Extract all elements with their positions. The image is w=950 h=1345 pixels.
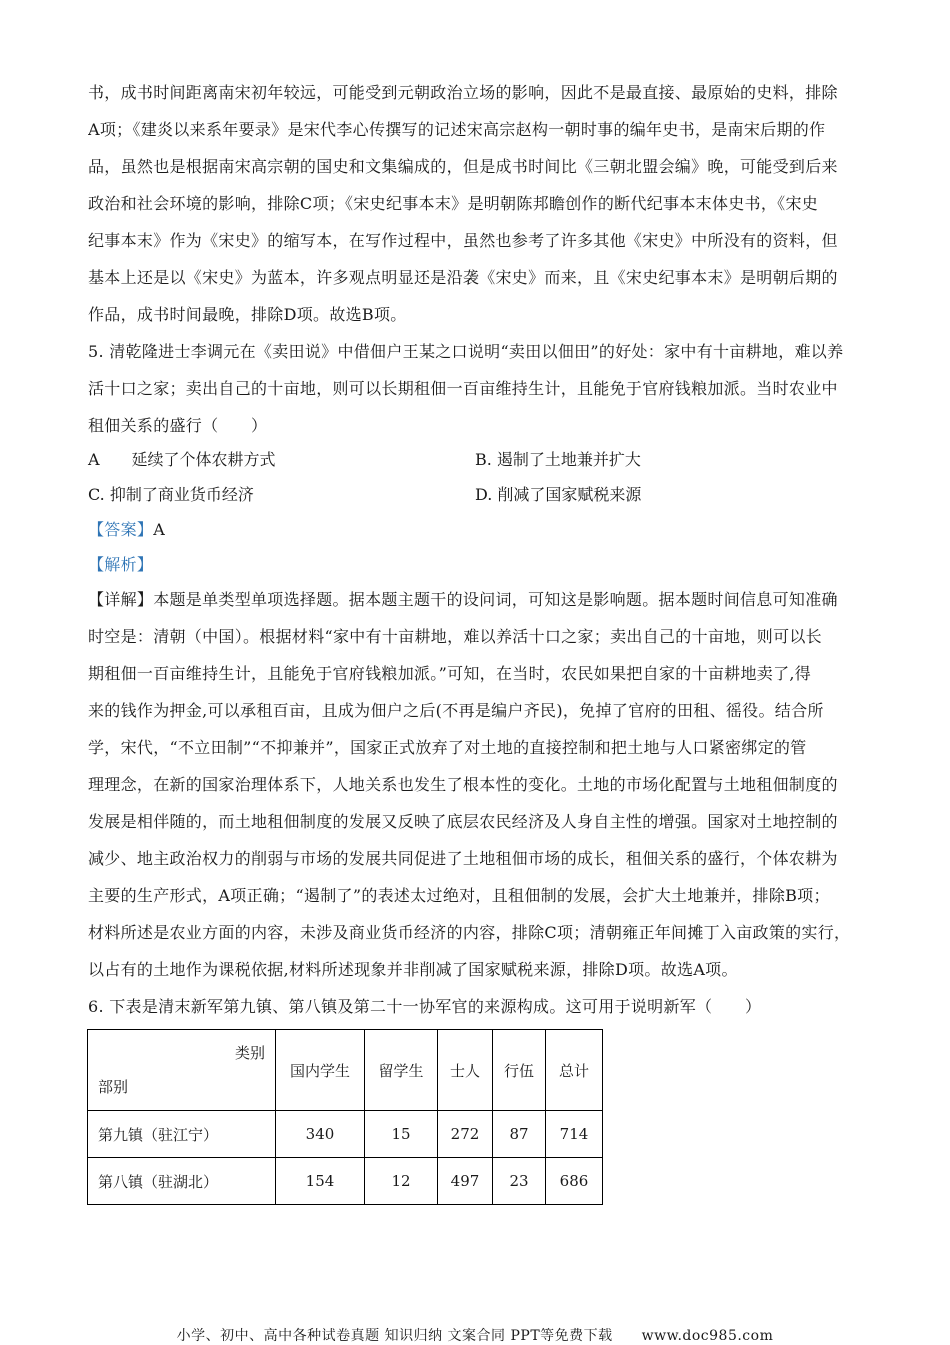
detail-line: 主要的生产形式，A项正确；“遏制了”的表述太过绝对，且租佃制的发展，会扩大土地兼并，排除B项； [88, 886, 830, 905]
table-cell: 154 [276, 1158, 365, 1205]
table-cell: 23 [493, 1158, 546, 1205]
detail-line: 时空是：清朝（中国）。根据材料“家中有十亩耕地，难以养活十口之家；卖出自己的十亩地，则可以长 [88, 627, 822, 646]
table-row [88, 1158, 603, 1205]
column-header: 国内学生 [276, 1030, 365, 1111]
paragraph-line: 基本上还是以《宋史》为蓝本，许多观点明显还是沿袭《宋史》而来，且《宋史纪事本末》是明朝后期的 [88, 268, 838, 287]
detail-line: 减少、地主政治权力的削弱与市场的发展共同促进了土地租佃市场的成长，租佃关系的盛行，个体农耕为 [88, 849, 838, 868]
paragraph-line: 书，成书时间距离南宋初年较远，可能受到元朝政治立场的影响，因此不是最直接、最原始的史料，排除 [88, 83, 838, 102]
table-cell: 686 [546, 1158, 603, 1205]
paragraph-line: 纪事本末》作为《宋史》的缩写本，在写作过程中，虽然也参考了许多其他《宋史》中所没有的资料，但 [88, 231, 838, 250]
column-header: 士人 [438, 1030, 493, 1111]
option-d: D. 削减了国家赋税来源 [475, 485, 642, 504]
answer-line [88, 520, 868, 540]
table-header-row [88, 1030, 603, 1111]
detail-line: 发展是相伴随的，而土地租佃制度的发展又反映了底层农民经济及人身自主性的增强。国家对土地控制的 [88, 812, 838, 831]
detail-tag: 【详解】 [88, 590, 154, 609]
detail-line [88, 590, 868, 610]
table-cell: 87 [493, 1111, 546, 1158]
detail-line: 材料所述是农业方面的内容，未涉及商业货币经济的内容，排除C项；清朝雍正年间摊丁入亩政策的实行， [88, 923, 851, 942]
question-6-stem: 6. 下表是清末新军第九镇、第八镇及第二十一协军官的来源构成。这可用于说明新军（ ） [88, 997, 762, 1016]
paragraph-line: 政治和社会环境的影响，排除C项；《宋史纪事本末》是明朝陈邦瞻创作的断代纪事本末体史书，《宋史 [88, 194, 819, 213]
table-cell: 340 [276, 1111, 365, 1158]
header-category: 类别 [234, 1044, 265, 1062]
analysis-tag: 【解析】 [88, 555, 154, 574]
column-header: 留学生 [365, 1030, 438, 1111]
option-b: B. 遏制了土地兼并扩大 [475, 450, 641, 469]
paragraph-line: A项；《建炎以来系年要录》是宋代李心传撰写的记述宋高宗赵构一朝时事的编年史书，是南宋后期的作 [88, 120, 826, 139]
table-cell: 12 [365, 1158, 438, 1205]
column-header: 行伍 [493, 1030, 546, 1111]
detail-line: 以占有的土地作为课税依据,材料所述现象并非削减了国家赋税来源，排除D项。故选A项。 [88, 960, 738, 979]
question-5-stem: 活十口之家；卖出自己的十亩地，则可以长期租佃一百亩维持生计，且能免于官府钱粮加派。当时农业中 [88, 379, 838, 398]
table-cell: 714 [546, 1111, 603, 1158]
paragraph-line: 品，虽然也是根据南宋高宗朝的国史和文集编成的，但是成书时间比《三朝北盟会编》晚，可能受到后来 [88, 157, 838, 176]
option-a: A 延续了个体农耕方式 [88, 450, 276, 469]
paragraph-line: 作品，成书时间最晚，排除D项。故选B项。 [88, 305, 407, 324]
header-department: 部别 [98, 1078, 129, 1096]
page-footer: 小学、初中、高中各种试卷真题 知识归纳 文案合同 PPT等免费下载 www.doc985.com [176, 1328, 774, 1344]
detail-line: 来的钱作为押金,可以承租百亩，且成为佃户之后(不再是编户齐民)，免掉了官府的田租、徭役。结合所 [88, 701, 824, 720]
column-header: 总计 [546, 1030, 603, 1111]
option-c: C. 抑制了商业货币经济 [88, 485, 254, 504]
row-unit: 第九镇（驻江宁） [88, 1111, 276, 1158]
officer-source-table [87, 1029, 603, 1205]
answer-value: A [153, 520, 166, 539]
detail-text: 本题是单类型单项选择题。据本题主题干的设问词，可知这是影响题。据本题时间信息可知准确 [153, 590, 838, 609]
detail-line: 学，宋代，“不立田制”“不抑兼并”，国家正式放弃了对土地的直接控制和把土地与人口紧密绑定的管 [88, 738, 807, 757]
detail-line: 期租佃一百亩维持生计，且能免于官府钱粮加派。”可知，在当时，农民如果把自家的十亩耕地卖了,得 [88, 664, 812, 683]
question-5-stem: 租佃关系的盛行（ ） [88, 416, 268, 435]
diagonal-header-cell [88, 1030, 276, 1111]
detail-line: 理理念，在新的国家治理体系下，人地关系也发生了根本性的变化。土地的市场化配置与土地租佃制度的 [88, 775, 838, 794]
analysis-line [88, 555, 868, 575]
table-row [88, 1111, 603, 1158]
table-cell: 272 [438, 1111, 493, 1158]
table-cell: 497 [438, 1158, 493, 1205]
row-unit: 第八镇（驻湖北） [88, 1158, 276, 1205]
question-5-stem: 5. 清乾隆进士李调元在《卖田说》中借佃户王某之口说明“卖田以佃田”的好处：家中有十亩耕地，难以养 [88, 342, 844, 361]
table-cell: 15 [365, 1111, 438, 1158]
answer-tag: 【答案】 [88, 520, 154, 539]
